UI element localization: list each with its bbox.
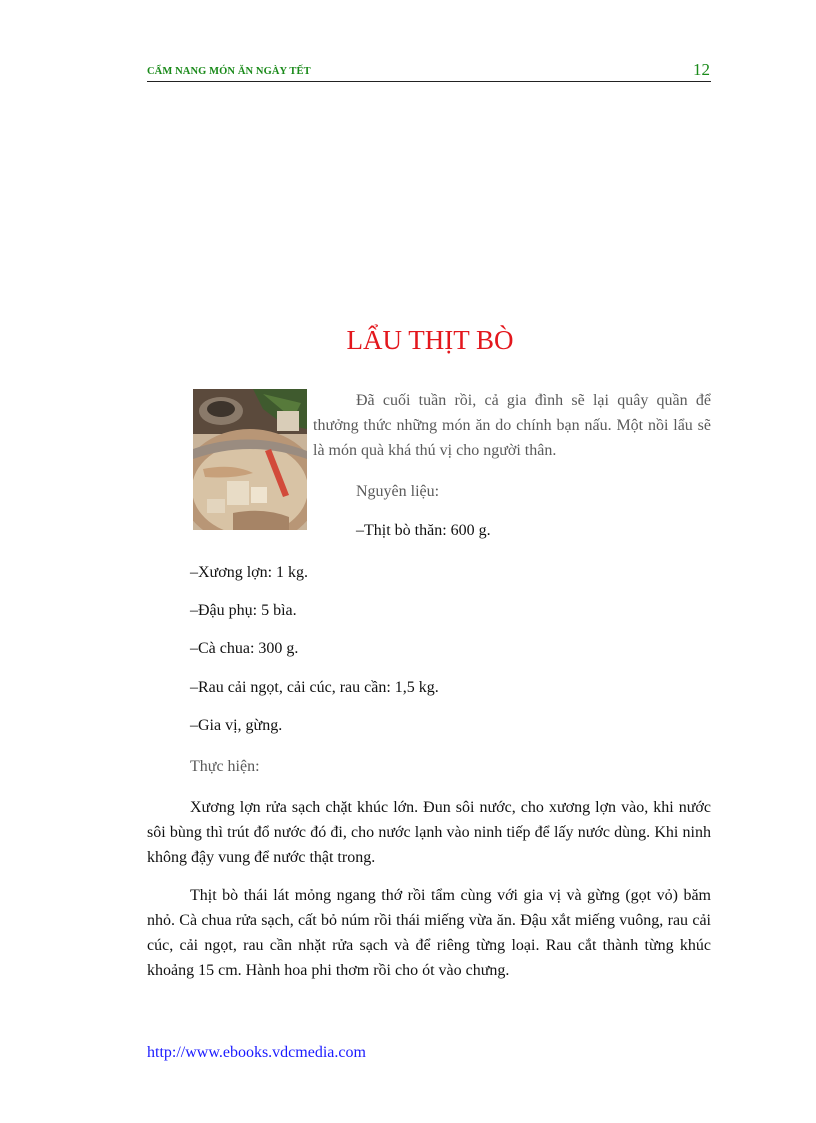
running-title: CẨM NANG MÓN ĂN NGÀY TẾT [147, 66, 311, 77]
ingredients-label: Nguyên liệu: [356, 483, 440, 500]
footer-website-link[interactable]: http://www.ebooks.vdcmedia.com [147, 1044, 366, 1061]
ingredient-item: –Đậu phụ: 5 bìa. [190, 602, 297, 619]
ingredient-item: –Xương lợn: 1 kg. [190, 564, 309, 581]
recipe-title: LẨU THỊT BÒ [346, 325, 514, 355]
instruction-step: Thịt bò thái lát mỏng ngang thớ rồi tẩm cùng với gia vị và gừng (gọt vỏ) băm nhỏ. Cà chua rửa sạch, cất bỏ núm rồi thái miếng vừa ăn. Đậu xắt miếng vuông, rau cải cúc, cải ngọt, rau cần nhặt rửa sạch và để riêng từng loại. Rau cắt thành từng khúc khoảng 15 cm. Hành hoa phi thơm rồi cho ót vào chưng. [147, 887, 711, 979]
ingredient-item: –Gia vị, gừng. [190, 717, 283, 734]
ingredient-item: –Thịt bò thăn: 600 g. [356, 522, 491, 539]
intro-text: Đã cuối tuần rồi, cả gia đình sẽ lại quây quần để thưởng thức những món ăn do chính bạn nấu. Một nồi lẩu sẽ là món quà khá thú vị cho người thân. [313, 392, 711, 459]
intro-paragraph [313, 388, 711, 463]
instruction-step: Xương lợn rửa sạch chặt khúc lớn. Đun sôi nước, cho xương lợn vào, khi nước sôi bùng thì trút đổ nước đó đi, cho nước lạnh vào ninh tiếp để lấy nước dùng. Khi ninh không đậy vung để nước thật trong. [147, 799, 711, 866]
instructions-label: Thực hiện: [190, 758, 260, 775]
hotpot-photo [193, 389, 307, 530]
hotpot-photo-illustration [193, 389, 307, 530]
ingredient-item: –Rau cải ngọt, cải cúc, rau cần: 1,5 kg. [190, 679, 439, 696]
ingredient-item: –Cà chua: 300 g. [190, 640, 299, 657]
page-number: 12 [693, 60, 710, 79]
header-divider [147, 81, 711, 82]
